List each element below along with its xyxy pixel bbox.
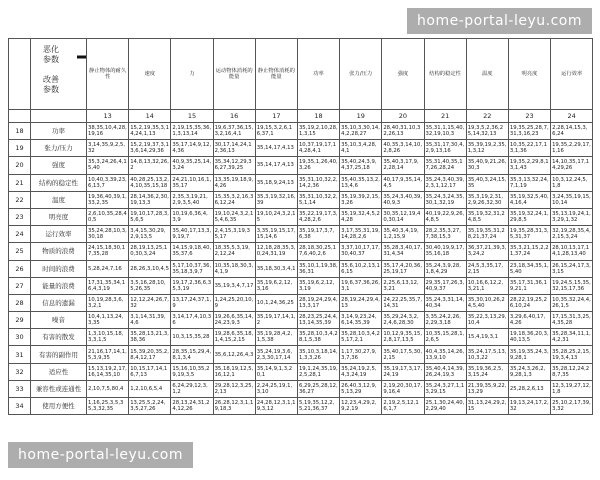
principle-cell: 35,24,3,24,35,30,1,32,19 — [424, 191, 466, 208]
column-number: 13 — [87, 110, 129, 123]
principle-cell: 40,19,22,9,26,4,8,5 — [424, 208, 466, 225]
row-number: 29 — [9, 312, 31, 329]
principle-cell: 28,19,13,25,10,30,3,24 — [129, 243, 171, 260]
principle-cell: 35,31,40,35,17,26,28,24 — [424, 157, 466, 174]
principle-cell: 3,4,15,30,29,2,9,13,5 — [129, 226, 171, 243]
principle-cell: 3,37,10,17,17,30,40,37 — [340, 243, 382, 260]
column-header: 速度 — [129, 39, 171, 110]
principle-cell: 5,19,35,12,2,5,21,36,37 — [297, 398, 339, 415]
row-parameter-name: 使用方便性 — [31, 398, 87, 415]
principle-cell: 10,35,32,24,4,26,1,5 — [551, 294, 593, 311]
principle-cell: 2,25,6,13,12,3,21 — [382, 277, 424, 294]
principle-cell: 3,14,9,23,24,6,14,35,39 — [340, 312, 382, 329]
contradiction-matrix-table — [8, 38, 593, 415]
principle-cell: 35,19,35,31,28,21,37,24 — [466, 226, 508, 243]
principle-cell: 35,19,32,24,1,29,8,5 — [508, 208, 550, 225]
blank-cell — [31, 110, 87, 123]
table-row — [9, 243, 593, 260]
principle-cell: 29,28,12,3,25,2,13 — [213, 380, 255, 397]
principle-cell: 35,14,17,4,13 — [255, 157, 297, 174]
principle-cell: 2,19,2,5,12,16,1,7 — [382, 398, 424, 415]
row-number: 20 — [9, 157, 31, 174]
principle-cell: 12,23,4,29,2,9,2,19 — [340, 398, 382, 415]
principle-cell: 28,19,24,29,4,13,3,17 — [297, 294, 339, 311]
table-row — [9, 260, 593, 277]
principle-cell: 25,10,2,17,39,3,32 — [551, 398, 593, 415]
principle-cell: 10,1,24,36,25 — [255, 294, 297, 311]
column-header: 结构的稳定性 — [424, 39, 466, 110]
principle-cell: 28,2,35,3,27,7,38,15,3 — [424, 226, 466, 243]
principle-cell: 31,13,24,29,2,15 — [466, 398, 508, 415]
principle-cell: 1,24,25,20,10,9 — [213, 294, 255, 311]
principle-cell: 3,1,14,31,39,4,6 — [129, 312, 171, 329]
principle-cell: 35,18,9,24,13 — [255, 174, 297, 191]
principle-cell: 10,35,15,28,1,2,6,5 — [424, 329, 466, 346]
row-parameter-name: 有害的散发 — [31, 329, 87, 346]
principle-cell: 5,28,24,7,16 — [87, 260, 129, 277]
row-number: 28 — [9, 294, 31, 311]
principle-cell: 19,28,6,35,18,1,4,15,2,15 — [213, 329, 255, 346]
principle-cell: 35,3,13,32,24,7,1,19 — [508, 174, 550, 191]
principle-cell: 35,10,3,4,28,4,1 — [340, 140, 382, 157]
principle-cell: 38,35,10,4,28,19,16 — [87, 123, 129, 140]
principle-cell: 30,17,14,24,12,36,13 — [213, 140, 255, 157]
principle-cell: 6,24,29,12,3,1,2 — [171, 380, 213, 397]
header-row — [9, 39, 593, 110]
worsening-parameter-label: 恶化 参数 — [43, 45, 59, 64]
principle-cell: 35,19,17,3,17,24,19 — [382, 363, 424, 380]
principle-cell: 35,40,35,13,2,13,4,6 — [340, 174, 382, 191]
principle-cell: 3,35,24,2,26,2,29,3,18 — [424, 312, 466, 329]
principle-cell: 3,24,35,19,15,10,14 — [551, 191, 593, 208]
row-number: 22 — [9, 191, 31, 208]
row-number: 23 — [9, 208, 31, 225]
column-number: 18 — [297, 110, 339, 123]
principle-cell: 19,35,28,31,3,5,31,37 — [508, 226, 550, 243]
principle-cell: 35,3,19,32,16,39 — [255, 191, 297, 208]
row-parameter-name: 运行效率 — [31, 226, 87, 243]
principle-cell: 1,16,25,3,5,35,3,32,35 — [87, 398, 129, 415]
principle-cell: 2,10,7,5,80,4 — [87, 380, 129, 397]
principle-cell: 10,35,22,17,13,1,36 — [508, 140, 550, 157]
principle-cell: 35,19,28,4,2,1,5,38 — [255, 329, 297, 346]
principle-cell: 19,10,24,3,2,15,4,6,35 — [213, 208, 255, 225]
principle-cell: 35,19,6,2,12,3,19 — [297, 277, 339, 294]
principle-cell: 35,40,17,5,30,2,15 — [382, 346, 424, 363]
principle-cell: 15,2,19,35,3,14,24,1,13 — [129, 123, 171, 140]
principle-cell: 35,31,17,30,4,2,9,13,16 — [424, 140, 466, 157]
principle-cell: 1,3,10,15,18,3,3,1,5 — [87, 329, 129, 346]
principle-cell: 19,18,36,20,3,40,13,5 — [508, 329, 550, 346]
principle-cell: 35,31,10,32,2,5,1,14 — [297, 191, 339, 208]
principle-cell: 14,10,35,17,14,29,26 — [551, 157, 593, 174]
principle-cell: 28,13,24,31,24,12,26 — [171, 398, 213, 415]
column-header: 力 — [171, 39, 213, 110]
principle-cell: 35,24,3,31,14,40,34 — [424, 294, 466, 311]
principle-cell: 30,40,19,9,17,35,16,18 — [424, 243, 466, 260]
principle-cell: 40,9,35,25,14,3,24 — [171, 157, 213, 174]
principle-cell: 12,18,28,35,3,0,24,31,19 — [255, 243, 297, 260]
row-number: 27 — [9, 277, 31, 294]
table-row — [9, 174, 593, 191]
principle-cell: 36,37,21,39,3,3,24,2 — [466, 243, 508, 260]
row-parameter-name: 强度 — [31, 157, 87, 174]
principle-cell: 35,22,19,17,3,4,28,2,6 — [297, 208, 339, 225]
principle-cell: 40,35,3,14,10,2,8,26 — [382, 140, 424, 157]
principle-cell: 35,6,12,26,4,3 — [213, 346, 255, 363]
row-parameter-name: 功率 — [31, 123, 87, 140]
principle-cell: 35,40,3,17,9,2,28,14 — [382, 157, 424, 174]
principle-cell: 10,40,3,39,23,6,13,7 — [87, 174, 129, 191]
principle-cell: 13,25,5,2,24,3,5,27,26 — [129, 398, 171, 415]
row-parameter-name: 能量的浪费 — [31, 277, 87, 294]
principle-cell: 19,15,3,2,6,16,37,1 — [255, 123, 297, 140]
principle-cell: 35,19,17,14,1,2 — [255, 312, 297, 329]
principle-cell: 10,19,28,3,6,3,2,1 — [87, 294, 129, 311]
principle-cell: 35,31,1,15,40,32,19,10,3 — [424, 123, 466, 140]
principle-cell: 24,5,3,35,17,2,15 — [466, 260, 508, 277]
principle-cell: 6,29,25,28,12,36,27 — [297, 380, 339, 397]
principle-cell: 28,18,30,25,17,6,40,2,6 — [297, 243, 339, 260]
principle-cell: 28,22,19,25,26,10,24 — [508, 294, 550, 311]
principle-cell: 35,18,30,3,4,1 — [255, 260, 297, 277]
principle-cell: 10,35,18,30,3,4,1,9 — [213, 260, 255, 277]
principle-cell: 35,24,17,5,13,10,3,22 — [466, 346, 508, 363]
column-number: 21 — [424, 110, 466, 123]
principle-cell: 19,10,24,3,2,15 — [255, 208, 297, 225]
principle-cell: 35,30,10,26,24,5,40 — [466, 294, 508, 311]
principle-cell: 35,3,19,2,31,2,9,26,32,30 — [466, 191, 508, 208]
principle-cell: 35,10,3,18,14,1,3,3,26 — [297, 346, 339, 363]
watermark-top: home-portal-leyu.com — [407, 8, 592, 34]
principle-cell: 12,3,19,27,12,1,8 — [551, 380, 593, 397]
table-row — [9, 277, 593, 294]
principle-cell: 10,4,1,13,24,3,35 — [87, 312, 129, 329]
principle-cell: 35,19,39,2,15,3,26 — [340, 191, 382, 208]
principle-cell: 3,17,35,31,19,14,28,2,6 — [340, 226, 382, 243]
row-number: 21 — [9, 174, 31, 191]
principle-cell: 35,40,4,14,39,26,24,19,3 — [424, 363, 466, 380]
principle-cell: 12,12,24,26,7,32 — [129, 294, 171, 311]
principle-cell: 35,13,19,24,1,3,29,1,32 — [551, 208, 593, 225]
principle-cell: 10,19,6,36,4,3,9 — [171, 208, 213, 225]
column-number: 24 — [551, 110, 593, 123]
column-header: 功率 — [297, 39, 339, 110]
row-parameter-name: 结构的稳定性 — [31, 174, 87, 191]
principle-cell: 28,19,24,29,4,13 — [340, 294, 382, 311]
principle-cell: 1,2,10,6,5,4 — [129, 380, 171, 397]
principle-cell: 13,35,19,18,9,4,26 — [213, 174, 255, 191]
principle-cell: 35,19,32,5,40,4,16,4 — [508, 191, 550, 208]
principle-cell: 14,8,13,32,26,2 — [129, 157, 171, 174]
column-number: 23 — [508, 110, 550, 123]
corner-cell — [31, 39, 87, 110]
principle-cell: 15,35,3,2,16,36,12,24 — [213, 191, 255, 208]
row-parameter-name: 信息的遗漏 — [31, 294, 87, 311]
row-parameter-name: 有害的副作用 — [31, 346, 87, 363]
principle-cell: 19,35,25,28,7,31,3,16,23 — [508, 123, 550, 140]
principle-cell: 14,15,9,18,40,35,37,6 — [171, 243, 213, 260]
column-header: 强度 — [382, 39, 424, 110]
principle-cell: 40,4,35,14,26,13,9,10 — [424, 346, 466, 363]
principle-cell: 35,6,10,2,13,16,15 — [340, 260, 382, 277]
principle-cell: 35,14,9,1,3,20,1 — [255, 363, 297, 380]
principle-cell: 15,2,19,37,3,13,6,14,29,36 — [129, 140, 171, 157]
table-row — [9, 363, 593, 380]
principle-cell: 19,6,37,36,26,3,1 — [340, 277, 382, 294]
principle-cell: 35,40,3,4,19,1,2,15,9 — [382, 226, 424, 243]
principle-cell: 35,10,3,30,14,4,2,28,27 — [340, 123, 382, 140]
principle-cell: 24,28,12,3,1,19,3,12 — [255, 398, 297, 415]
principle-cell: 19,13,24,17,2,32 — [508, 398, 550, 415]
column-number: 19 — [340, 110, 382, 123]
column-header: 明亮度 — [508, 39, 550, 110]
row-number: 24 — [9, 226, 31, 243]
principle-cell: 19,35,2,29,8,13,1,43 — [508, 157, 550, 174]
principle-cell: 2,6,10,35,28,40,5 — [87, 208, 129, 225]
principle-cell: 35,40,17,13,3,9,19,7 — [171, 226, 213, 243]
blank-cell — [9, 110, 31, 123]
row-parameter-name: 时间的浪费 — [31, 260, 87, 277]
principle-cell: 21,16,17,14,1,5,3,9,35 — [87, 346, 129, 363]
row-parameter-name: 兼容性或连通性 — [31, 380, 87, 397]
principle-cell: 26,28,12,3,1,19,18,3 — [213, 398, 255, 415]
principle-cell: 23,18,34,35,1,5,40 — [508, 260, 550, 277]
principle-cell: 25,28,2,6,13 — [508, 380, 550, 397]
principle-cell: 35,19,3,4,7,17 — [213, 277, 255, 294]
row-number: 34 — [9, 398, 31, 415]
table-row — [9, 380, 593, 397]
principle-cell: 35,19,17,3,7,6,38 — [297, 226, 339, 243]
table-row — [9, 312, 593, 329]
column-header: 静止物体的耐久性 — [87, 39, 129, 110]
row-number: 26 — [9, 260, 31, 277]
principle-cell: 2,24,25,19,1,3,10 — [255, 380, 297, 397]
principle-cell: 35,22,3,13,29,10,4 — [466, 312, 508, 329]
principle-cell: 3,35,19,15,17,15,14,6 — [255, 226, 297, 243]
principle-cell: 35,28,13,21,3,38,36 — [129, 329, 171, 346]
row-parameter-name: 物质的浪费 — [31, 243, 87, 260]
row-number: 30 — [9, 329, 31, 346]
principle-cell: 30,35,12,19,40,30,14 — [382, 208, 424, 225]
principle-cell: 35,34,12,29,36,27,39,25 — [213, 157, 255, 174]
principle-cell: 35,3,21,15,2,21,37,24 — [508, 243, 550, 260]
principle-cell: 2,4,15,3,19,35,17 — [213, 226, 255, 243]
table-row — [9, 294, 593, 311]
principle-cell: 2,19,20,30,17,9,16,4 — [382, 380, 424, 397]
principle-cell: 10,3,15,35,28 — [171, 329, 213, 346]
column-header: 温度 — [466, 39, 508, 110]
principle-cell: 35,28,12,24,28,7,35 — [551, 363, 593, 380]
principle-cell: 28,35,15,29,4,8,1,3,4 — [171, 346, 213, 363]
principle-cell: 10,15,17,14,16,7,13 — [129, 363, 171, 380]
principle-cell: 35,28,3,40,17,31,4,34 — [382, 243, 424, 260]
row-number: 25 — [9, 243, 31, 260]
table-row — [9, 346, 593, 363]
row-parameter-name: 明亮度 — [31, 208, 87, 225]
principle-cell: 35,24,19,3,6,2,3,30,17,14 — [255, 346, 297, 363]
principle-cell: 2,19,15,35,36,1,3,13,14 — [171, 123, 213, 140]
column-header: 运行效率 — [551, 39, 593, 110]
watermark-bottom: home-portal-leyu.com — [8, 442, 193, 468]
principle-cell: 35,40,9,21,26,30,3 — [466, 157, 508, 174]
principle-cell: 35,14,17,4,13 — [255, 140, 297, 157]
principle-cell: 35,19,2,10,28,1,3,15 — [297, 123, 339, 140]
principle-cell: 24,21,10,16,1,35,17 — [171, 174, 213, 191]
principle-cell: 35,3,24,26,4,15,40 — [87, 157, 129, 174]
principle-cell: 15,13,19,2,17,16,14,35,10 — [87, 363, 129, 380]
principle-cell: 19,6,37,36,15,3,2,16,4,1 — [213, 123, 255, 140]
row-parameter-name: 适应性 — [31, 363, 87, 380]
principle-cell: 19,35,2,29,17,1,16 — [551, 140, 593, 157]
corner-blank — [9, 39, 31, 110]
principle-cell: 35,31,10,32,2,14,2,36 — [297, 174, 339, 191]
principle-cell: 35,19,6,2,12,3,16 — [255, 277, 297, 294]
column-number: 17 — [255, 110, 297, 123]
improving-parameter-label: 改善 参数 — [43, 75, 59, 94]
column-number: 22 — [466, 110, 508, 123]
principle-cell: 35,19,36,2,5,3,15,24 — [466, 363, 508, 380]
principle-cell: 35,39,19,2,35,1,3,12 — [466, 140, 508, 157]
column-header: 静止物体消耗的能量 — [255, 39, 297, 110]
principle-cell: 35,17,31,36,19,21,1 — [508, 277, 550, 294]
principle-cell: 35,28,10,3,4,25,17,2,1 — [340, 329, 382, 346]
row-number: 18 — [9, 123, 31, 140]
arrow-right-icon — [77, 51, 87, 63]
principle-cell: 19,26,6,35,14,24,23,9,3 — [213, 312, 255, 329]
table-row — [9, 226, 593, 243]
principle-cell: 2,28,14,15,3,6,24 — [551, 123, 593, 140]
row-parameter-name: 温度 — [31, 191, 87, 208]
principle-cell: 10,16,6,12,2,3,21,1 — [466, 277, 508, 294]
principle-cell: 35,18,19,12,5,16,12,1 — [213, 363, 255, 380]
principle-cell: 35,29,24,3,2,2,4,6,28,30 — [382, 312, 424, 329]
principle-cell: 2,35,3,19,21,2,9,3,5,40 — [171, 191, 213, 208]
principle-cell: 3,14,17,4,10,36 — [171, 312, 213, 329]
principle-cell: 32,19,28,35,4,2,15,3,24 — [551, 226, 593, 243]
principle-cell: 25,1,30,24,40,2,29,40 — [424, 398, 466, 415]
principle-cell: 40,28,25,13,2,4,10,35,15,18 — [129, 174, 171, 191]
principle-cell: 35,10,1,19,38,36,31 — [297, 260, 339, 277]
principle-cell: 35,19,32,4,5,24,28 — [340, 208, 382, 225]
principle-cell: 3,5,16,28,10,5,26,35 — [129, 277, 171, 294]
principle-cell: 10,3,12,24,5,1,8 — [551, 174, 593, 191]
principle-cell: 21,39,35,9,22,13,29 — [466, 380, 508, 397]
principle-cell: 35,17,4,20,36,25,19,17 — [382, 260, 424, 277]
principle-cell: 28,10,13,17,14,1,28,13,40 — [551, 243, 593, 260]
principle-cell: 19,17,2,36,6,35,3,19 — [171, 277, 213, 294]
principle-cell: 28,26,3,10,4,5 — [129, 260, 171, 277]
principle-cell: 10,37,19,17,14,28,4,1 — [297, 140, 339, 157]
row-number: 33 — [9, 380, 31, 397]
principle-cell: 35,24,3,9,28,1,8,4,29 — [424, 260, 466, 277]
column-number: 14 — [129, 110, 171, 123]
principle-cell: 28,14,36,2,30,19,13,3 — [129, 191, 171, 208]
row-number: 31 — [9, 346, 31, 363]
principle-cell: 35,24,3,27,1,13,29,15 — [424, 380, 466, 397]
table-row — [9, 329, 593, 346]
principle-cell: 19,3,5,2,36,25,14,32,13 — [466, 123, 508, 140]
principle-cell: 3,29,6,40,17,4,26 — [508, 312, 550, 329]
principle-cell: 26,15,24,17,3,3,15 — [551, 260, 593, 277]
principle-cell: 35,19,35,24,3,9,28,1 — [508, 346, 550, 363]
principle-cell: 24,22,25,35,7,14,31 — [382, 294, 424, 311]
principle-cell: 17,15,31,3,25,4,35,28 — [551, 312, 593, 329]
column-header: 运动物体消耗的能量 — [213, 39, 255, 110]
principle-cell: 29,35,17,26,3,40,9,37 — [424, 277, 466, 294]
principle-cell: 28,40,31,10,32,26,13 — [382, 123, 424, 140]
column-number-row — [9, 110, 593, 123]
table-row — [9, 157, 593, 174]
principle-cell: 35,24,3,26,2,9,28,1,3 — [508, 363, 550, 380]
principle-cell: 19,35,1,26,40,3,26 — [297, 157, 339, 174]
principle-cell: 35,28,25,2,15,19,3,4,13 — [551, 346, 593, 363]
principle-cell: 19,10,17,28,3,5,6,5 — [129, 208, 171, 225]
principle-cell: 28,23,25,24,4,13,14,35,39 — [297, 312, 339, 329]
principle-cell: 3,14,35,9,2,5,32 — [87, 140, 129, 157]
principle-cell: 19,1,24,35,19,2,5,28,1 — [297, 363, 339, 380]
table-row — [9, 123, 593, 140]
principle-cell: 15,39,20,35,2,8,4,12,17 — [129, 346, 171, 363]
principle-cell: 10,12,9,35,15,2,8,17,13,5 — [382, 329, 424, 346]
column-header: 张力/压力 — [340, 39, 382, 110]
row-number: 19 — [9, 140, 31, 157]
principle-cell: 35,17,14,9,12,4,36 — [171, 140, 213, 157]
principle-cell: 35,24,3,40,39,2,3,1,12,17 — [424, 174, 466, 191]
principle-cell: 35,19,32,31,24,8,5 — [466, 208, 508, 225]
table-row — [9, 140, 593, 157]
column-number: 15 — [171, 110, 213, 123]
row-parameter-name: 噪音 — [31, 312, 87, 329]
principle-cell: 40,17,9,35,14,4,5 — [382, 174, 424, 191]
principle-cell: 35,24,19,2,5,4,3,24,19 — [340, 363, 382, 380]
row-parameter-name: 张力/压力 — [31, 140, 87, 157]
principle-cell: 17,31,35,34,16,4,3,19 — [87, 277, 129, 294]
principle-cell: 35,28,34,11,1,4,2,31 — [551, 329, 593, 346]
principle-cell: 35,40,3,24,15,35 — [466, 174, 508, 191]
principle-cell: 35,40,24,3,9,4,37,25,18 — [340, 157, 382, 174]
principle-cell: 35,24,3,40,39,40,9,3 — [382, 191, 424, 208]
table-row — [9, 208, 593, 225]
column-number: 20 — [382, 110, 424, 123]
column-number: 16 — [213, 110, 255, 123]
table-row — [9, 398, 593, 415]
principle-cell: 13,17,24,37,1,9 — [171, 294, 213, 311]
principle-cell: 26,40,3,12,9,5,13,29 — [340, 380, 382, 397]
matrix-body — [9, 39, 593, 415]
row-number: 32 — [9, 363, 31, 380]
principle-cell: 24,15,18,30,17,35,28 — [87, 243, 129, 260]
principle-cell: 15,4,19,3,1 — [466, 329, 508, 346]
principle-cell: 5,17,10,37,36,35,18,3,9,7 — [171, 260, 213, 277]
principle-cell: 1,17,30,27,9,3,7,36 — [340, 346, 382, 363]
principle-cell: 35,24,28,10,3,30,18 — [87, 226, 129, 243]
principle-cell: 15,16,10,35,29,19,3,5 — [171, 363, 213, 380]
principle-cell: 18,35,5,3,19,2,12,24 — [213, 243, 255, 260]
table-row — [9, 191, 593, 208]
principle-cell: 19,24,5,15,35,32,15,17,36 — [551, 277, 593, 294]
principle-cell: 35,28,10,3,4,28,1,5,38 — [297, 329, 339, 346]
principle-cell: 19,36,40,39,1,33,2,35 — [87, 191, 129, 208]
